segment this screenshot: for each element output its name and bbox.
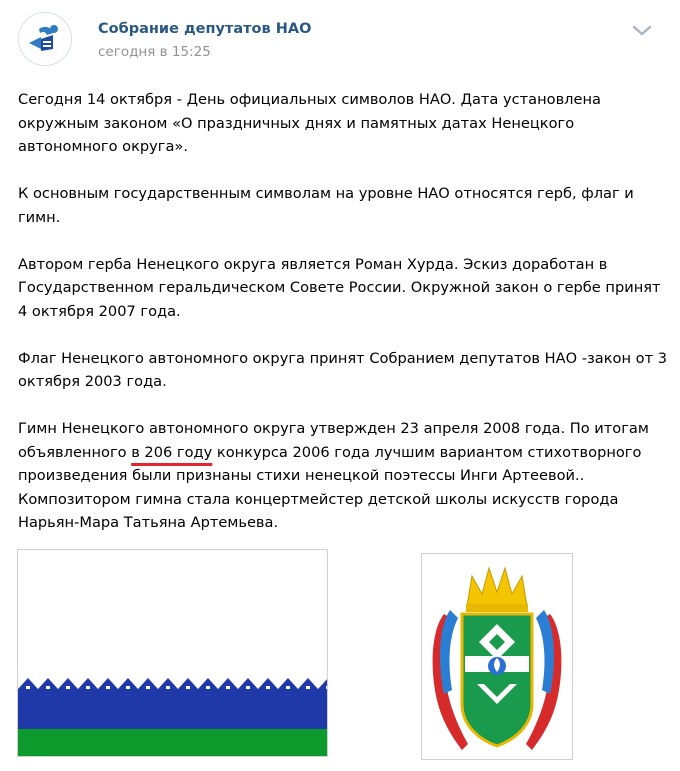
chevron-down-icon[interactable] <box>631 24 653 38</box>
text-line: объявленного <box>18 443 132 461</box>
flag-ornament-notch <box>206 686 210 689</box>
nao-emblem-image <box>422 554 572 759</box>
flag-ornament-notch <box>266 686 270 689</box>
flag-ornament-notch <box>66 686 70 689</box>
flag-ornament-notch <box>186 686 190 689</box>
post-text <box>18 88 667 558</box>
flag-ornament-notch <box>306 686 310 689</box>
text-line: Гимн Ненецкого автономного округа утвержден 23 апреля 2008 года. По итогам <box>18 420 649 437</box>
text-line: окружным законом «О праздничных днях и памятных датах Ненецкого <box>18 114 575 132</box>
highlighted-text: в 206 году <box>131 443 213 461</box>
text-line: гимн. <box>18 208 61 226</box>
author-name[interactable]: Собрание депутатов НАО <box>98 21 312 37</box>
text-line: автономного округа». <box>18 138 188 155</box>
post-paragraph <box>18 182 658 229</box>
post-paragraph <box>18 347 667 394</box>
text-line: Автором герба Ненецкого округа является Роман Хурда. Эскиз доработан в <box>18 255 608 273</box>
text-line: К основным государственным символам на уровне НАО относятся герб, флаг и <box>18 185 634 202</box>
text-line: Флаг Ненецкого автономного округа принят Собранием депутатов НАО -закон от 3 <box>18 349 667 367</box>
text-line: конкурса 2006 года лучшим вариантом стихотворного <box>212 443 642 461</box>
nao-flag-image <box>18 550 327 756</box>
parliament-logo-icon <box>19 13 72 66</box>
text-line: Нарьян-Мара Татьяна Артемьева. <box>18 514 279 531</box>
flag-ornament-notch <box>246 686 250 689</box>
avatar[interactable] <box>18 12 72 66</box>
flag-ornament-notch <box>46 686 50 689</box>
text-line: октября 2003 года. <box>18 373 167 390</box>
text-line: Государственном геральдическом Совете России. Окружной закон о гербе принят <box>18 279 661 296</box>
post-paragraph <box>18 417 658 535</box>
flag-ornament-notch <box>146 686 150 689</box>
flag-ornament-notch <box>326 686 327 689</box>
text-line: 4 октября 2007 года. <box>18 302 181 320</box>
post-paragraph <box>18 253 661 324</box>
flag-ornament-notch <box>26 686 30 689</box>
flag-ornament-notch <box>166 686 170 689</box>
flag-ornament-notch <box>126 686 130 689</box>
text-line: Сегодня 14 октября - День официальных символов НАО. Дата установлена <box>18 91 601 108</box>
flag-photo[interactable] <box>17 549 328 757</box>
post-paragraph <box>18 88 658 159</box>
post-time[interactable]: сегодня в 15:25 <box>98 44 211 60</box>
flag-ornament-notch <box>106 686 110 689</box>
flag-ornament-notch <box>226 686 230 689</box>
flag-ornament-notch <box>86 686 90 689</box>
emblem-photo[interactable] <box>421 553 573 760</box>
text-line: произведения были признаны стихи ненецкой поэтессы Инги Артеевой.. <box>18 467 585 484</box>
flag-ornament-notch <box>286 686 290 689</box>
text-line: Композитором гимна стала концертмейстер детской школы искусств города <box>18 490 619 508</box>
